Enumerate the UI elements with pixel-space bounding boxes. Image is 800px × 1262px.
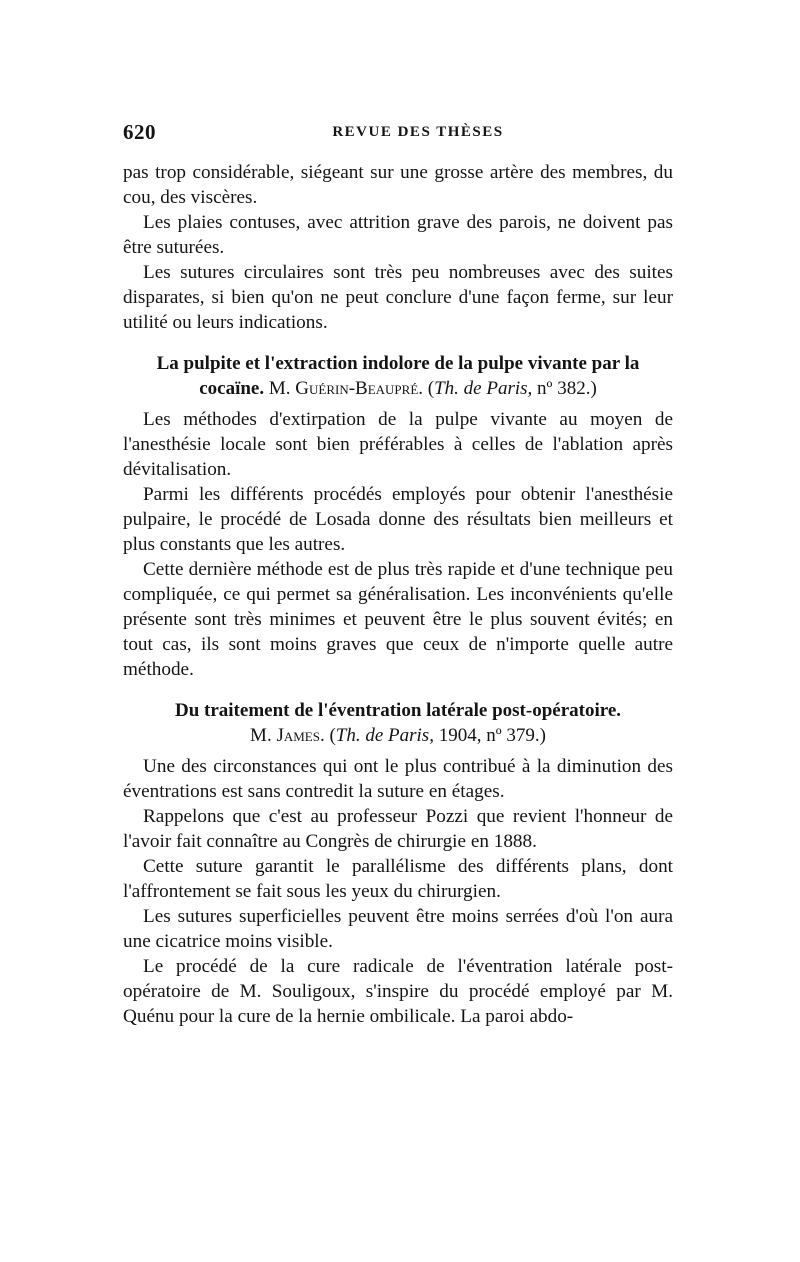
article-reference	[269, 378, 597, 399]
reference-open: (	[329, 725, 336, 746]
paragraph: pas trop considérable, siégeant sur une grosse artère des membres, du cou, des viscères.	[123, 162, 673, 208]
reference-source: Th. de Paris,	[335, 725, 434, 746]
page-header	[123, 120, 673, 144]
reference-number: nº 382.)	[532, 378, 597, 399]
article-heading	[123, 351, 673, 401]
paragraph: Les plaies contuses, avec attrition grave des parois, ne doivent pas être suturées.	[123, 212, 673, 258]
article-title: Du traitement de l'éventration latérale post-opératoire.	[174, 700, 622, 721]
reference-open: (	[427, 378, 435, 399]
paragraph: Les méthodes d'extirpation de la pulpe vivante au moyen de l'anesthésie locale sont bien préférables à celles de l'ablation après dévitalisation.	[123, 409, 673, 480]
article-author: M. Guérin-Beaupré.	[268, 378, 424, 399]
paragraph: Cette suture garantit le parallélisme des différents plans, dont l'affrontement se fait sous les yeux du chirurgien.	[123, 856, 673, 902]
paragraph: Le procédé de la cure radicale de l'éventration latérale post-opératoire de M. Souligoux, s'inspire du procédé employé par M. Quénu pour la cure de la hernie ombilicale. La paroi abdo-	[123, 956, 673, 1027]
running-title: REVUE DES THÈSES	[332, 124, 504, 140]
article-author: M. James.	[250, 725, 325, 746]
page-number: 620	[123, 120, 156, 144]
paragraph: Rappelons que c'est au professeur Pozzi que revient l'honneur de l'avoir fait connaître au Congrès de chirurgie en 1888.	[123, 806, 673, 852]
paragraph: Les sutures superficielles peuvent être moins serrées d'où l'on aura une cicatrice moins visible.	[123, 906, 673, 952]
reference-source: Th. de Paris,	[434, 378, 533, 399]
article-reference	[250, 725, 546, 746]
paragraph: Parmi les différents procédés employés pour obtenir l'anesthésie pulpaire, le procédé de Losada donne des résultats bien meilleurs et plus constants que les autres.	[123, 484, 673, 555]
paragraph: Cette dernière méthode est de plus très rapide et d'une technique peu compliquée, ce qui permet sa généralisation. Les inconvénients qu'elle présente sont très minimes et peuvent être le plus souvent évités; en tout cas, ils sont moins graves que ceux de n'importe quelle autre méthode.	[123, 559, 673, 680]
article-heading	[123, 698, 673, 748]
article-title: La pulpite et l'extraction indolore de la pulpe vivante par la cocaïne.	[156, 353, 640, 399]
page-body	[123, 160, 673, 1029]
paragraph: Les sutures circulaires sont très peu nombreuses avec des suites disparates, si bien qu'on ne peut conclure d'une façon ferme, sur leur utilité ou leurs indications.	[123, 262, 673, 333]
paragraph: Une des circonstances qui ont le plus contribué à la diminution des éventrations est sans contredit la suture en étages.	[123, 756, 673, 802]
reference-number: 1904, nº 379.)	[433, 725, 546, 746]
